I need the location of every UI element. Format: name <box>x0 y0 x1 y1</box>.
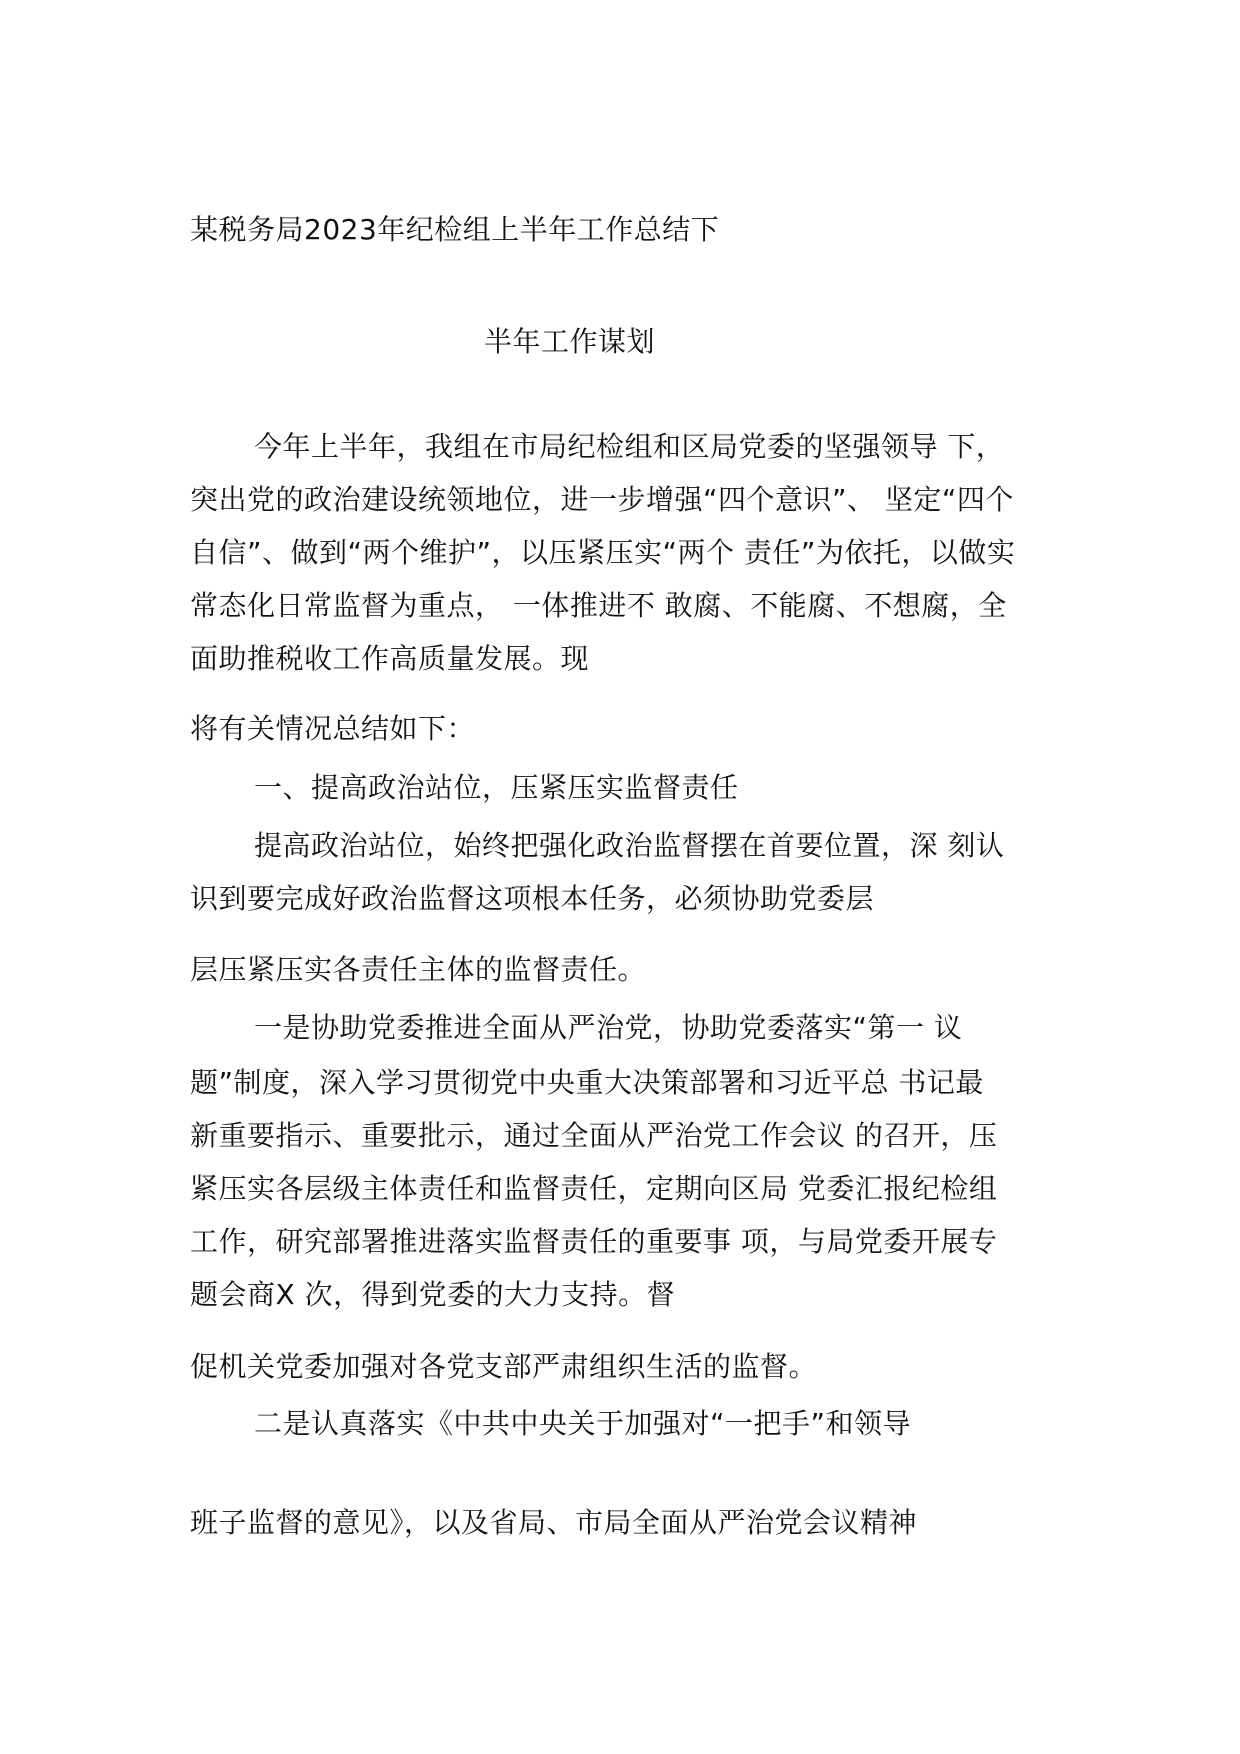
paragraph-line: 促机关党委加强对各党支部严肃组织生活的监督。 <box>190 1350 818 1383</box>
paragraph-line: 题”制度，深入学习贯彻党中央重大决策部署和习近平总 书记最 <box>190 1066 984 1099</box>
paragraph-line: 题会商X 次，得到党委的大力支持。督 <box>190 1278 676 1311</box>
section-heading: 一、提高政治站位，压紧压实监督责任 <box>254 771 739 804</box>
paragraph-line: 识到要完成好政治监督这项根本任务，必须协助党委层 <box>190 882 875 915</box>
paragraph-line: 层压紧压实各责任主体的监督责任。 <box>190 953 647 986</box>
paragraph-line: 提高政治站位，始终把强化政治监督摆在首要位置，深 刻认 <box>254 829 1005 862</box>
document-subtitle: 半年工作谋划 <box>484 325 656 358</box>
paragraph-line: 二是认真落实《中共中央关于加强对“一把手”和领导 <box>254 1407 912 1440</box>
paragraph-line: 面助推税收工作高质量发展。现 <box>190 642 590 675</box>
document-title: 某税务局2023年纪检组上半年工作总结下 <box>190 213 720 246</box>
paragraph-line: 自信”、做到“两个维护”，以压紧压实“两个 责任”为依托，以做实 <box>190 536 1016 569</box>
paragraph-line: 班子监督的意见》，以及省局、市局全面从严治党会议精神 <box>190 1506 918 1539</box>
paragraph-line: 突出党的政治建设统领地位，进一步增强“四个意识”、 坚定“四个 <box>190 483 1014 516</box>
paragraph-line: 工作，研究部署推进落实监督责任的重要事 项，与局党委开展专 <box>190 1225 998 1258</box>
paragraph-line: 将有关情况总结如下： <box>190 712 476 745</box>
paragraph-line: 一是协助党委推进全面从严治党，协助党委落实“第一 议 <box>254 1011 963 1044</box>
paragraph-line: 今年上半年，我组在市局纪检组和区局党委的坚强领导 下， <box>254 430 1005 463</box>
paragraph-line: 紧压实各层级主体责任和监督责任，定期向区局 党委汇报纪检组 <box>190 1172 998 1205</box>
paragraph-line: 常态化日常监督为重点， 一体推进不 敢腐、不能腐、不想腐，全 <box>190 589 1007 622</box>
paragraph-line: 新重要指示、重要批示，通过全面从严治党工作会议 的召开，压 <box>190 1119 998 1152</box>
